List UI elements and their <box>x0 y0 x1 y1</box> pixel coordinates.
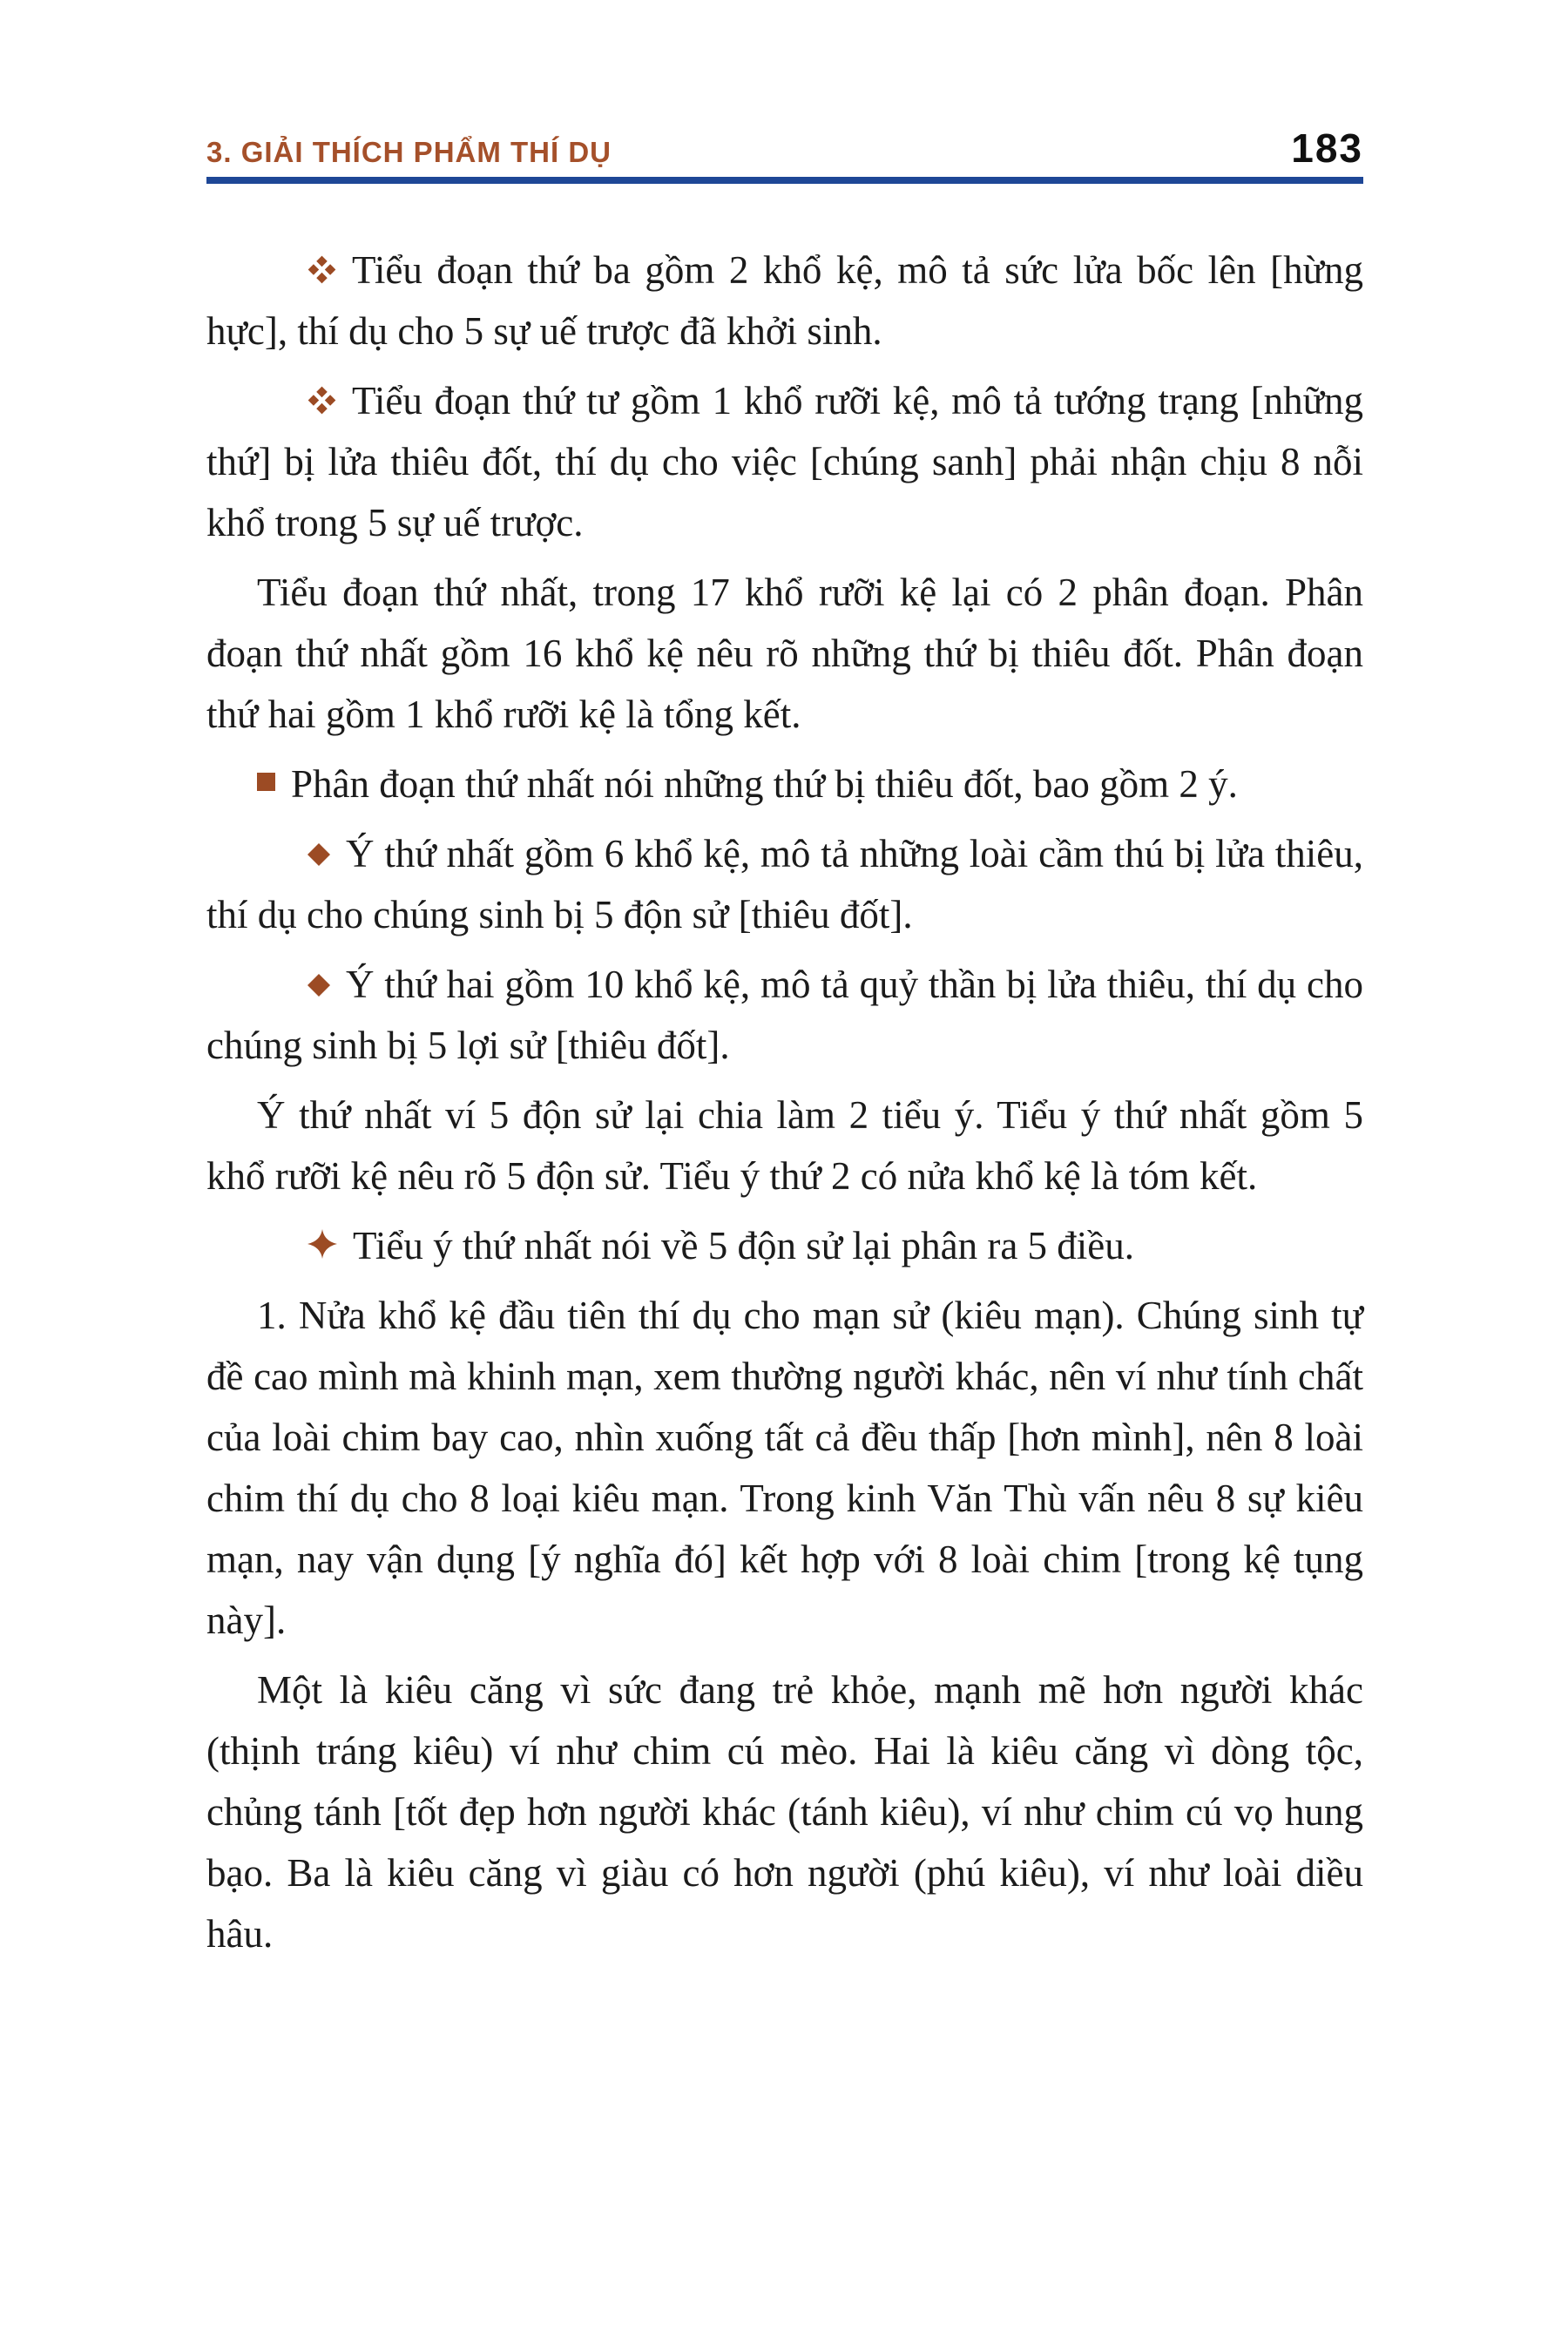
body-text <box>206 240 1363 1964</box>
paragraph-text: Ý thứ nhất ví 5 độn sử lại chia làm 2 tiểu ý. Tiểu ý thứ nhất gồm 5 khổ rưỡi kệ nêu rõ 5 độn sử. Tiểu ý thứ 2 có nửa khổ kệ là tóm kết. <box>206 1093 1363 1199</box>
diamond-bullet-icon <box>257 973 330 997</box>
paragraph <box>206 1659 1363 1964</box>
paragraph <box>206 954 1363 1076</box>
paragraph-text: Ý thứ nhất gồm 6 khổ kệ, mô tả những loài cầm thú bị lửa thiêu, thí dụ cho chúng sinh bị 5 độn sử [thiêu đốt]. <box>206 832 1363 937</box>
page-number: 183 <box>1291 125 1363 171</box>
paragraph <box>206 1085 1363 1206</box>
paragraph-text: Tiểu ý thứ nhất nói về 5 độn sử lại phân ra 5 điều. <box>353 1224 1135 1268</box>
diamond-bullet-icon <box>257 842 330 867</box>
paragraph-text: Một là kiêu căng vì sức đang trẻ khỏe, mạnh mẽ hơn người khác (thịnh tráng kiêu) ví như chim cú mèo. Hai là kiêu căng vì dòng tộc, chủng tánh [tốt đẹp hơn người khác (tánh kiêu), ví như chim cú vọ hung bạo. Ba là kiêu căng vì giàu có hơn người (phú kiêu), ví như loài diều hâu. <box>206 1668 1363 1957</box>
paragraph-text: Tiểu đoạn thứ ba gồm 2 khổ kệ, mô tả sức lửa bốc lên [hừng hực], thí dụ cho 5 sự uế trược đã khởi sinh. <box>206 248 1363 354</box>
paragraph <box>206 754 1363 814</box>
paragraph <box>206 823 1363 945</box>
content-column <box>206 125 1363 1973</box>
paragraph-text: Phân đoạn thứ nhất nói những thứ bị thiêu đốt, bao gồm 2 ý. <box>291 762 1238 807</box>
running-head: 3. GIẢI THÍCH PHẨM THÍ DỤ <box>206 136 612 169</box>
paragraph-text: Tiểu đoạn thứ tư gồm 1 khổ rưỡi kệ, mô tả tướng trạng [những thứ] bị lửa thiêu đốt, thí dụ cho việc [chúng sanh] phải nhận chịu 8 nỗi khổ trong 5 sự uế trược. <box>206 379 1363 545</box>
paragraph <box>206 1285 1363 1651</box>
paragraph <box>206 1215 1363 1276</box>
paragraph-text: Tiểu đoạn thứ nhất, trong 17 khổ rưỡi kệ lại có 2 phân đoạn. Phân đoạn thứ nhất gồm 16 khổ kệ nêu rõ những thứ bị thiêu đốt. Phân đoạn thứ hai gồm 1 khổ rưỡi kệ là tổng kết. <box>206 571 1363 737</box>
four-diamond-bullet-icon <box>257 386 336 415</box>
paragraph <box>206 370 1363 553</box>
paragraph-text: 1. Nửa khổ kệ đầu tiên thí dụ cho mạn sử (kiêu mạn). Chúng sinh tự đề cao mình mà khinh mạn, xem thường người khác, nên ví như tính chất của loài chim bay cao, nhìn xuống tất cả đều thấp [hơn mình], nên 8 loài chim thí dụ cho 8 loại kiêu mạn. Trong kinh Văn Thù vấn nêu 8 sự kiêu mạn, nay vận dụng [ý nghĩa đó] kết hợp với 8 loài chim [trong kệ tụng này]. <box>206 1294 1363 1643</box>
page-header <box>206 125 1363 184</box>
square-bullet-icon <box>257 773 275 791</box>
paragraph <box>206 562 1363 745</box>
paragraph-text: Ý thứ hai gồm 10 khổ kệ, mô tả quỷ thần bị lửa thiêu, thí dụ cho chúng sinh bị 5 lợi sử [thiêu đốt]. <box>206 963 1363 1068</box>
paragraph <box>206 240 1363 362</box>
four-pointed-star-bullet-icon <box>257 1226 337 1262</box>
four-diamond-bullet-icon <box>257 255 336 284</box>
